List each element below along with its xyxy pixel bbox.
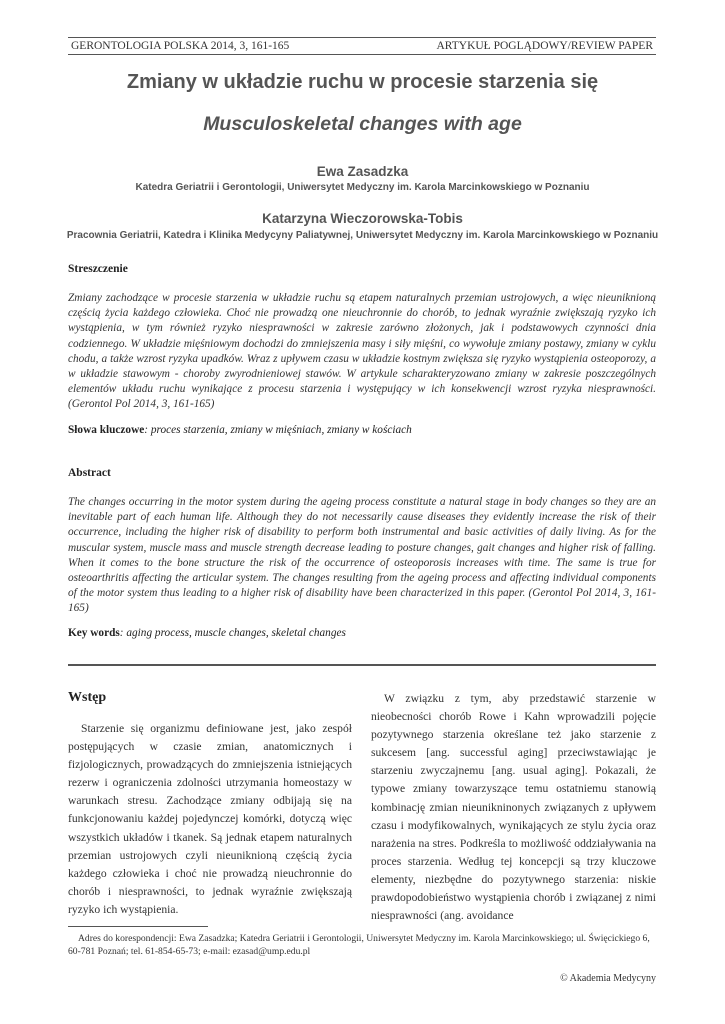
- slowa-kluczowe-label: Słowa kluczowe: [68, 424, 145, 436]
- body-column-left: [68, 690, 352, 919]
- correspondence-footnote: Adres do korespondencji: Ewa Zasadzka; Katedra Geriatrii i Gerontologii, Uniwersytet Medyczny im. Karola Marcinkowskiego; ul. Święcickiego 6, 60-781 Poznań; tel. 61-854-65-73; e-mail: ezasad@ump.edu.pl: [68, 933, 650, 957]
- abstract-text: The changes occurring in the motor system during the ageing process constitute a natural stage in body changes so they are an inevitable part of each human life. Although they do not necessarily cause diseases they evidently increase the risk of their occurrence, including the higher risk of disability to perform both instrumental and basic activities of daily living. As for the muscular system, muscle mass and muscle strength decrease leading to posture changes, gait changes and higher risk of falling. When it comes to the bone structure the risk of the occurrence of osteoporosis increases with time. The same is true for osteoarthritis affecting the articular system. The changes resulting from the ageing process and affecting individual components of the motor system thus leading to a higher risk of disability have been characterized in this paper. (Gerontol Pol 2014, 3, 161-165): [68, 496, 656, 615]
- slowa-kluczowe-values: : proces starzenia, zmiany w mięśniach, zmiany w kościach: [144, 424, 412, 436]
- title-english: Musculoskeletal changes with age: [203, 113, 522, 135]
- streszczenie-heading: Streszczenie: [68, 263, 128, 275]
- copyright-notice: © Akademia Medycyny: [560, 973, 656, 984]
- journal-reference: GERONTOLOGIA POLSKA 2014, 3, 161-165: [71, 40, 290, 52]
- body-column-right: [371, 690, 656, 925]
- title-polish: Zmiany w układzie ruchu w procesie starzenia się: [126, 71, 599, 93]
- abstract-heading: Abstract: [68, 467, 111, 479]
- key-words-label: Key words: [68, 627, 120, 639]
- article-type: ARTYKUŁ POGLĄDOWY/REVIEW PAPER: [436, 40, 653, 52]
- author-name-1: Ewa Zasadzka: [316, 164, 409, 179]
- body-paragraph-right: W związku z tym, aby przedstawić starzenie w nieobecności chorób Rowe i Kahn wprowadzili pojęcie pozytywnego starzenia określane też jako starzenie z sukcesem [ang. successful aging] przeciwstawiając je starzeniu zwyczajnemu [ang. usual aging]. Pokazali, że typowe zmiany towarzyszące temu ostatniemu stanowią kombinację zmian nieunikninonych związanych z upływem czasu i modyfikowalnych, wynikających ze stylu życia oraz narażenia na stres. Podkreśla to możliwość oddziaływania na proces starzenia. Według tej koncepcji są trzy kluczowe elementy, niezbędne do pozytywnego starzenia: niskie prawdopodobieństwo wystąpienia chorób i związanej z nimi niesprawności (ang. avoidance: [371, 692, 656, 923]
- author-affiliation-1: Katedra Geriatrii i Gerontologii, Uniwersytet Medyczny im. Karola Marcinkowskiego w Poznaniu: [135, 182, 590, 193]
- key-words-values: : aging process, muscle changes, skeletal changes: [119, 627, 346, 639]
- section-divider: [68, 664, 656, 666]
- author-affiliation-2: Pracownia Geriatrii, Katedra i Klinika Medycyny Paliatywnej, Uniwersytet Medyczny im. Karola Marcinkowskiego w Poznaniu: [66, 230, 659, 241]
- footnote-rule: [68, 926, 208, 927]
- intro-heading: Wstęp: [68, 690, 107, 705]
- streszczenie-text: Zmiany zachodzące w procesie starzenia w układzie ruchu są etapem naturalnych przemian ustrojowych, a więc nieuniknioną częścią życia każdego człowieka. Choć nie prowadzą one nieuchronnie do chorób, to jednak wyraźnie zwiększają ryzyko ich wystąpienia, w tym również ryzyko niesprawności w zakresie zarówno złożonych, jak i podstawowych czynności dnia codziennego. W układzie mięśniowym dochodzi do zmniejszenia masy i siły mięśni, co wywołuje zmiany postawy, zmiany w cyklu chodu, a także wzrost ryzyka upadków. Wraz z upływem czasu w układzie kostnym zwiększa się ryzyko wystąpienia osteoporozy, a w układzie stawowym - choroby zwyrodnieniowej stawów. W artykule scharakteryzowano zmiany w zakresie poszczególnych elementów układu ruchu wynikające z procesu starzenia i występujący w ich konsekwencji wzrost ryzyka niesprawności. (Gerontol Pol 2014, 3, 161-165): [68, 292, 656, 411]
- slowa-kluczowe: [68, 424, 656, 436]
- author-name-2: Katarzyna Wieczorowska-Tobis: [262, 211, 463, 226]
- running-header: [68, 37, 656, 55]
- intro-paragraph: Starzenie się organizmu definiowane jest, jako zespół postępujących w czasie zmian, anatomicznych i fizjologicznych, prowadzących do zmniejszenia istniejących rezerw i ograniczenia zdolności utrzymania homeostazy w warunkach stresu. Zachodzące zmiany odbijają się na funkcjonowaniu każdej pojedynczej komórki, dotyczą więc wszystkich układów i tkanek. Są jednak etapem naturalnych przemian ustrojowych czyli nieuniknioną częścią życia każdego człowieka i choć nie prowadzą nieuchronnie do chorób i niesprawności, to jednak wyraźnie zwiększają ryzyko ich wystąpienia.: [68, 722, 352, 916]
- key-words: [68, 627, 656, 639]
